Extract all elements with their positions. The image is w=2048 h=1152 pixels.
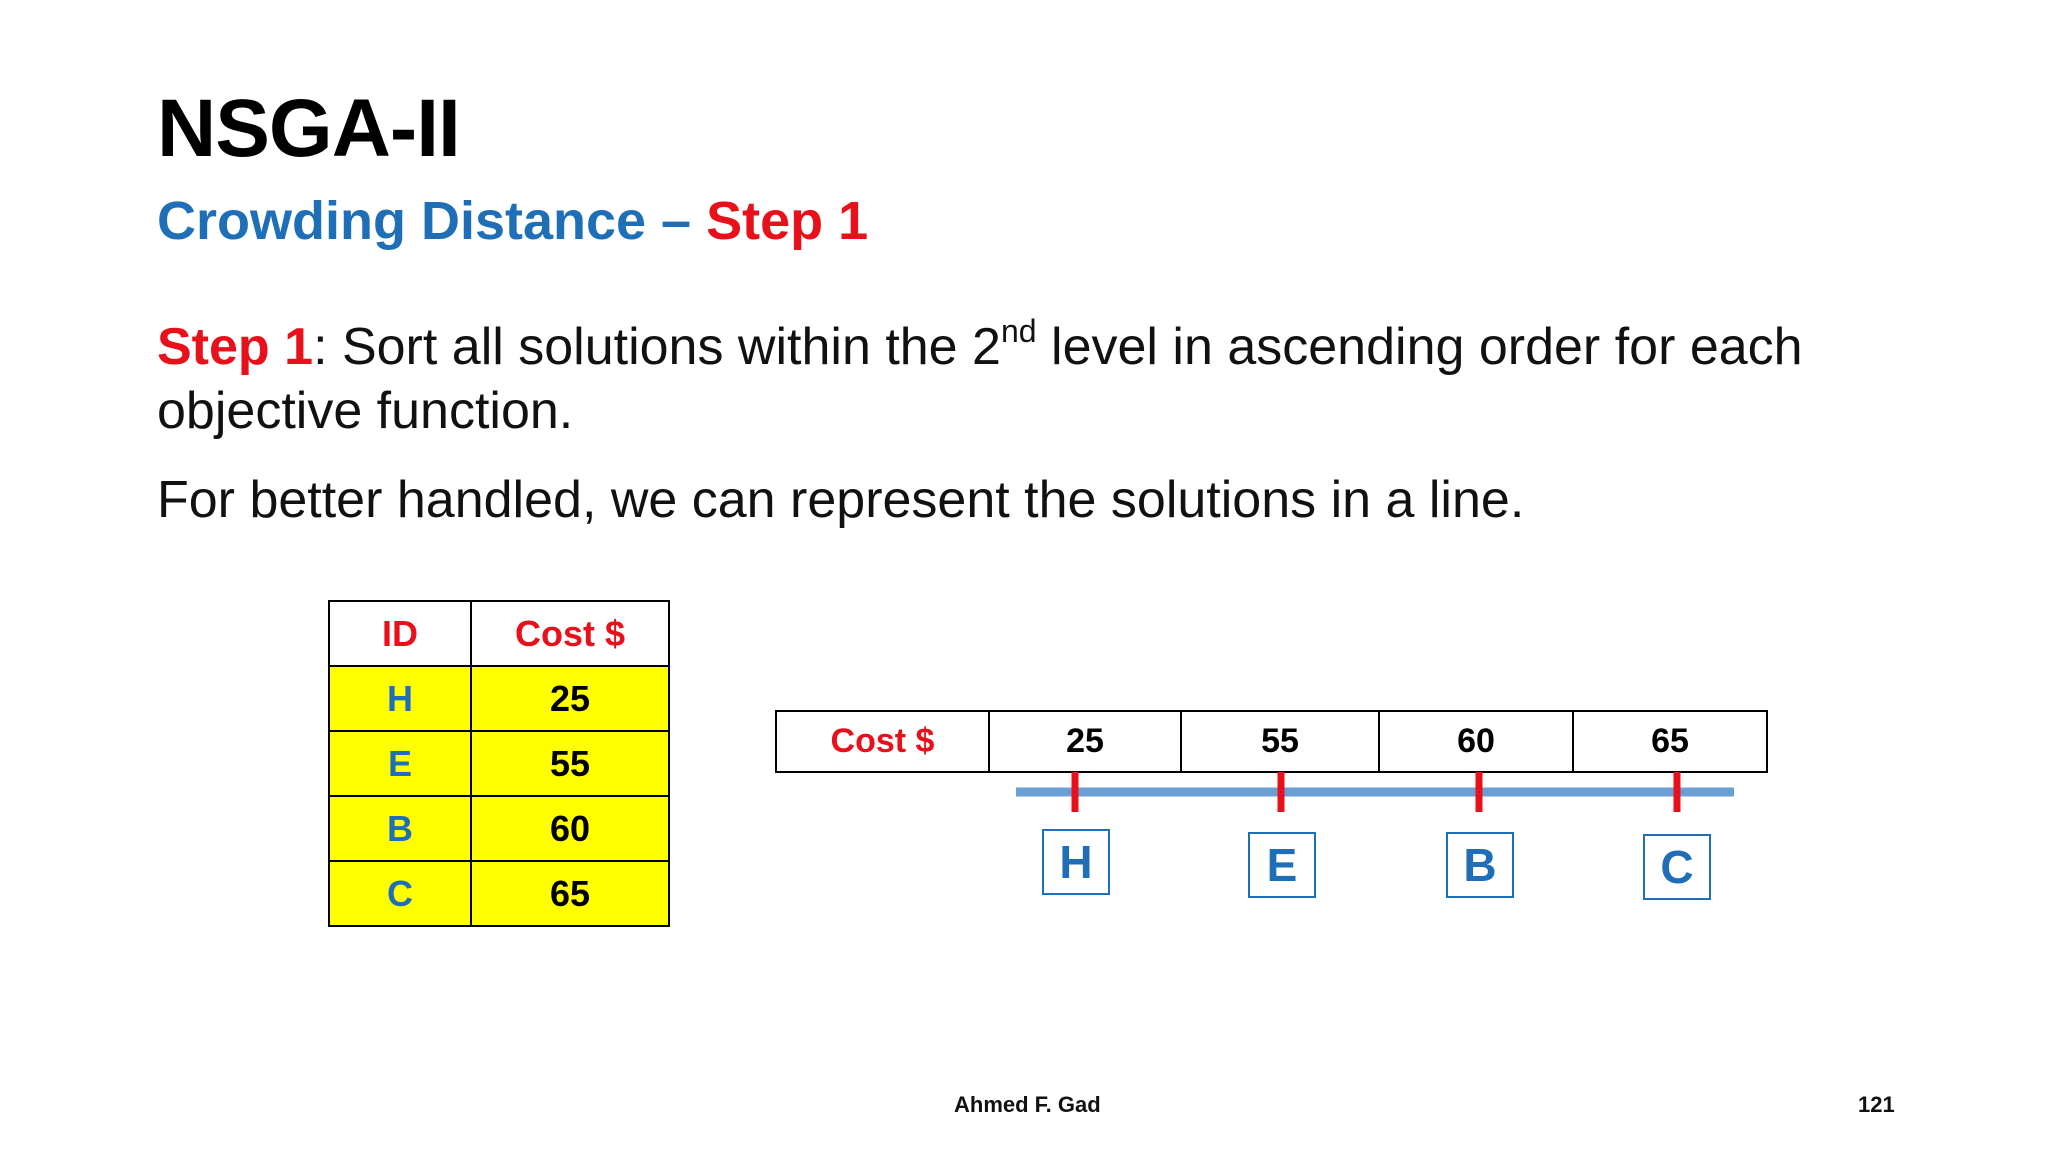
table-header-id: ID	[329, 601, 471, 666]
table-cell-cost: 60	[471, 796, 669, 861]
paragraph-step-label: Step 1	[157, 318, 314, 376]
table-header-row	[329, 601, 669, 666]
table-cell-id: C	[329, 861, 471, 926]
solution-point-label: H	[1042, 829, 1110, 895]
solutions-table	[328, 600, 670, 927]
table-header-cost: Cost $	[471, 601, 669, 666]
table-cell-cost: 25	[471, 666, 669, 731]
slide-subtitle	[157, 191, 869, 251]
table-cell-id: H	[329, 666, 471, 731]
table-row	[329, 796, 669, 861]
table-cell-cost: 55	[471, 731, 669, 796]
table-cell-id: B	[329, 796, 471, 861]
solution-point-label: E	[1248, 832, 1316, 898]
table-row	[329, 666, 669, 731]
solution-point-label: B	[1446, 832, 1514, 898]
cost-line-value: 25	[989, 711, 1181, 772]
cost-line-value: 55	[1181, 711, 1379, 772]
table-row	[329, 861, 669, 926]
cost-line-table	[775, 710, 1768, 773]
table-cell-id: E	[329, 731, 471, 796]
table-cell-cost: 65	[471, 861, 669, 926]
cost-line-row	[776, 711, 1767, 772]
paragraph-line-representation: For better handled, we can represent the solutions in a line.	[157, 471, 1525, 529]
solution-point-label: C	[1643, 834, 1711, 900]
paragraph-text-2: level in ascending order for each objective function.	[157, 318, 1803, 440]
paragraph-step-description	[157, 315, 1917, 443]
subtitle-step: Step 1	[706, 191, 869, 251]
cost-line-value: 65	[1573, 711, 1767, 772]
footer-author: Ahmed F. Gad	[954, 1092, 1101, 1117]
footer-page-number: 121	[1858, 1092, 1895, 1117]
slide-title: NSGA-II	[157, 83, 460, 174]
table-row	[329, 731, 669, 796]
subtitle-main: Crowding Distance –	[157, 191, 707, 251]
cost-line-header: Cost $	[776, 711, 989, 772]
paragraph-superscript: nd	[1000, 313, 1037, 349]
paragraph-text-1: : Sort all solutions within the 2	[313, 318, 1001, 376]
cost-line-value: 60	[1379, 711, 1573, 772]
